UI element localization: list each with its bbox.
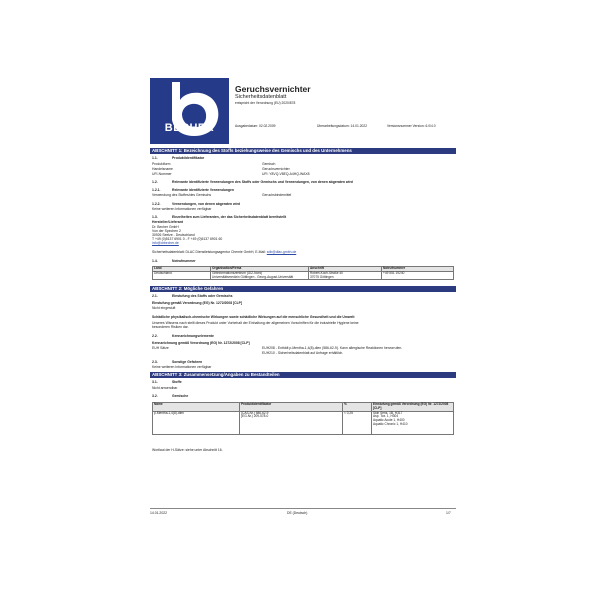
- field-value: Geruchsbindemittel: [262, 193, 292, 197]
- field-value: Gemisch: [262, 162, 276, 166]
- table-header: Einstufung gemäß Verordnung (EG) Nr. 1272/2008 [CLP]: [372, 403, 454, 412]
- supplier-street: Von der Spechen 2: [152, 229, 181, 233]
- responsible-line: [152, 250, 296, 254]
- logo-wordmark: BECHER: [164, 122, 215, 134]
- subsection-number: 3.1.: [152, 380, 158, 384]
- table-header: Notrufnummer: [382, 267, 454, 272]
- supplier-label: Hersteller/Lieferant: [152, 220, 183, 224]
- issue-date: Ausgabedatum: 02.02.2009: [235, 124, 276, 128]
- table-cell: Giftinformationszentrum (GIZ-Nord) Universitätsmedizin Göttingen - Georg-August-Universität: [211, 271, 309, 280]
- table-header: Organisation/Firma: [211, 267, 309, 272]
- responsible-email-link[interactable]: sdb@dlac-gmbh.de: [266, 250, 297, 254]
- supplier-email-link[interactable]: info@drbecher.de: [152, 241, 179, 245]
- euh-statement: EUH210 - Sicherheitsdatenblatt auf Anfrage erhältlich.: [262, 351, 344, 355]
- clp-heading: Einstufung gemäß Verordnung (EG) Nr. 1272/2008 [CLP]: [152, 301, 243, 305]
- subsection-heading: Verwendungen, von denen abgeraten wird: [172, 202, 241, 206]
- field-label: Produktform: [152, 162, 171, 166]
- subsection-number: 1.3.: [152, 215, 158, 219]
- subsection-number: 2.3.: [152, 360, 158, 364]
- table-cell: p-Mentha-1,4(8)-dien: [153, 411, 240, 434]
- table-header: Anschrift: [309, 267, 382, 272]
- effects-text: besonderen Risiken dar.: [152, 325, 189, 329]
- responsible-text: Sicherheitsdatenblatt: DLAC Dienstleistungsagentur Chemie GmbH, E-Mail:: [152, 250, 266, 254]
- field-value: UFI: Y8VQ-V8EQ-A4HQ-WAX8: [262, 172, 310, 176]
- table-cell: Skin Sens. 1B, H317 Asp. Tox. 1, H304 Aquatic Acute 1, H400 Aquatic Chronic 1, H410: [372, 411, 454, 434]
- table-cell: < 0,25: [343, 411, 372, 434]
- table-cell: Deutschland: [153, 271, 211, 280]
- field-label: Handelsname: [152, 167, 173, 171]
- field-label: EUH Sätze: [152, 346, 169, 350]
- h-statements-note: Wortlaut der H-Sätze: siehe unter Abschnitt 16.: [152, 448, 223, 452]
- subsection-heading: Gemische: [172, 394, 189, 398]
- subsection-heading: Einzelheiten zum Lieferanten, der das Sicherheitsdatenblatt bereitstellt: [172, 215, 287, 219]
- footer-divider: [150, 508, 456, 509]
- product-title: Geruchsvernichter: [235, 84, 311, 94]
- euh-statement: EUH208 - Enthält p-Mentha-1,4(8)-dien (586-62-9). Kann allergische Reaktionen hervorrufen.: [262, 346, 403, 350]
- emergency-table: [152, 266, 454, 280]
- supplier-name: Dr. Becher GmbH: [152, 225, 179, 229]
- subsection-number: 3.2.: [152, 394, 158, 398]
- effects-text: Unseres Wissens nach stellt dieses Produkt unter Vorbehalt der Einhaltung der allgemeinen Vorschriften für die industrielle Hygiene keine: [152, 321, 359, 325]
- effects-heading: Schädliche physikalisch-chemische Wirkungen sowie schädliche Wirkungen auf die menschliche Gesundheit und die Umwelt: [152, 315, 355, 319]
- info-text: Nicht anwendbar: [152, 386, 178, 390]
- table-row: [153, 411, 454, 434]
- classification-value: Nicht eingestuft: [152, 306, 176, 310]
- info-text: Keine weiteren Informationen verfügbar: [152, 207, 212, 211]
- info-text: Keine weiteren Informationen verfügbar: [152, 365, 212, 369]
- revision-date: Überarbeitungsdatum: 14.01.2022: [317, 124, 368, 128]
- table-cell: (CAS-Nr.) 586-62-9 (EG-Nr.) 209-578-0: [240, 411, 343, 434]
- table-header: %: [343, 403, 372, 412]
- version-number: Versionsnummer Version: 6.0/4.0: [387, 124, 436, 128]
- supplier-phone: T +49 (0)5137 6901 0 - F +49 (0)5137 6901 60: [152, 237, 223, 241]
- mixture-table: [152, 402, 454, 435]
- labelling-heading: Kennzeichnung gemäß Verordnung (EG) Nr. 1272/2008 [CLP]: [152, 341, 250, 345]
- subsection-heading: Relevante identifizierte Verwendungen des Stoffs oder Gemischs und Verwendungen, von denen abgeraten wird: [172, 180, 353, 184]
- subsection-heading: Relevante identifizierte Verwendungen: [172, 188, 234, 192]
- subsection-heading: Kennzeichnungselemente: [172, 334, 214, 338]
- becher-logo: [150, 78, 229, 144]
- section-3-bar: ABSCHNITT 3: Zusammensetzung/Angaben zu Bestandteilen: [150, 372, 456, 378]
- section-1-bar: ABSCHNITT 1: Bezeichnung des Stoffs beziehungsweise des Gemischs und des Unternehmens: [150, 148, 456, 154]
- document-header: [235, 84, 455, 128]
- table-cell: +49 551 19240: [382, 271, 454, 280]
- footer-language: DE (Deutsch): [287, 511, 308, 515]
- field-value: Geruchsvernichter: [262, 167, 290, 171]
- logo-b-shape: [150, 78, 229, 144]
- subsection-number: 2.1.: [152, 294, 158, 298]
- footer-page-number: 1/7: [446, 511, 451, 515]
- subsection-number: 1.2.2.: [152, 202, 161, 206]
- table-row: [153, 271, 454, 280]
- supplier-city: 30926 Seelze - Deutschland: [152, 233, 195, 237]
- subsection-number: 1.4.: [152, 259, 158, 263]
- footer-date: 14.01.2022: [150, 511, 167, 515]
- table-header-row: [153, 403, 454, 412]
- regulation-note: entspricht der Verordnung (EU) 2020/878: [235, 101, 296, 105]
- section-2-bar: ABSCHNITT 2: Mögliche Gefahren: [150, 286, 456, 292]
- subsection-number: 1.2.1.: [152, 188, 161, 192]
- subsection-heading: Stoffe: [172, 380, 182, 384]
- subsection-number: 2.2.: [152, 334, 158, 338]
- subsection-heading: Notrufnummer: [172, 259, 196, 263]
- subsection-number: 1.2.: [152, 180, 158, 184]
- subsection-number: 1.1.: [152, 156, 158, 160]
- field-label: UFI-Nummer: [152, 172, 172, 176]
- subsection-heading: Sonstige Gefahren: [172, 360, 203, 364]
- subsection-heading: Einstufung des Stoffs oder Gemischs: [172, 294, 233, 298]
- subsection-heading: Produktidentifikator: [172, 156, 205, 160]
- table-header: Land: [153, 267, 211, 272]
- table-header: Produktidentifikator: [240, 403, 343, 412]
- field-label: Verwendung des Stoffes/des Gemischs: [152, 193, 212, 197]
- table-header: Name: [153, 403, 240, 412]
- document-type: Sicherheitsdatenblatt: [235, 94, 287, 100]
- table-cell: Robert-Koch-Straße 40 37075 Göttingen: [309, 271, 382, 280]
